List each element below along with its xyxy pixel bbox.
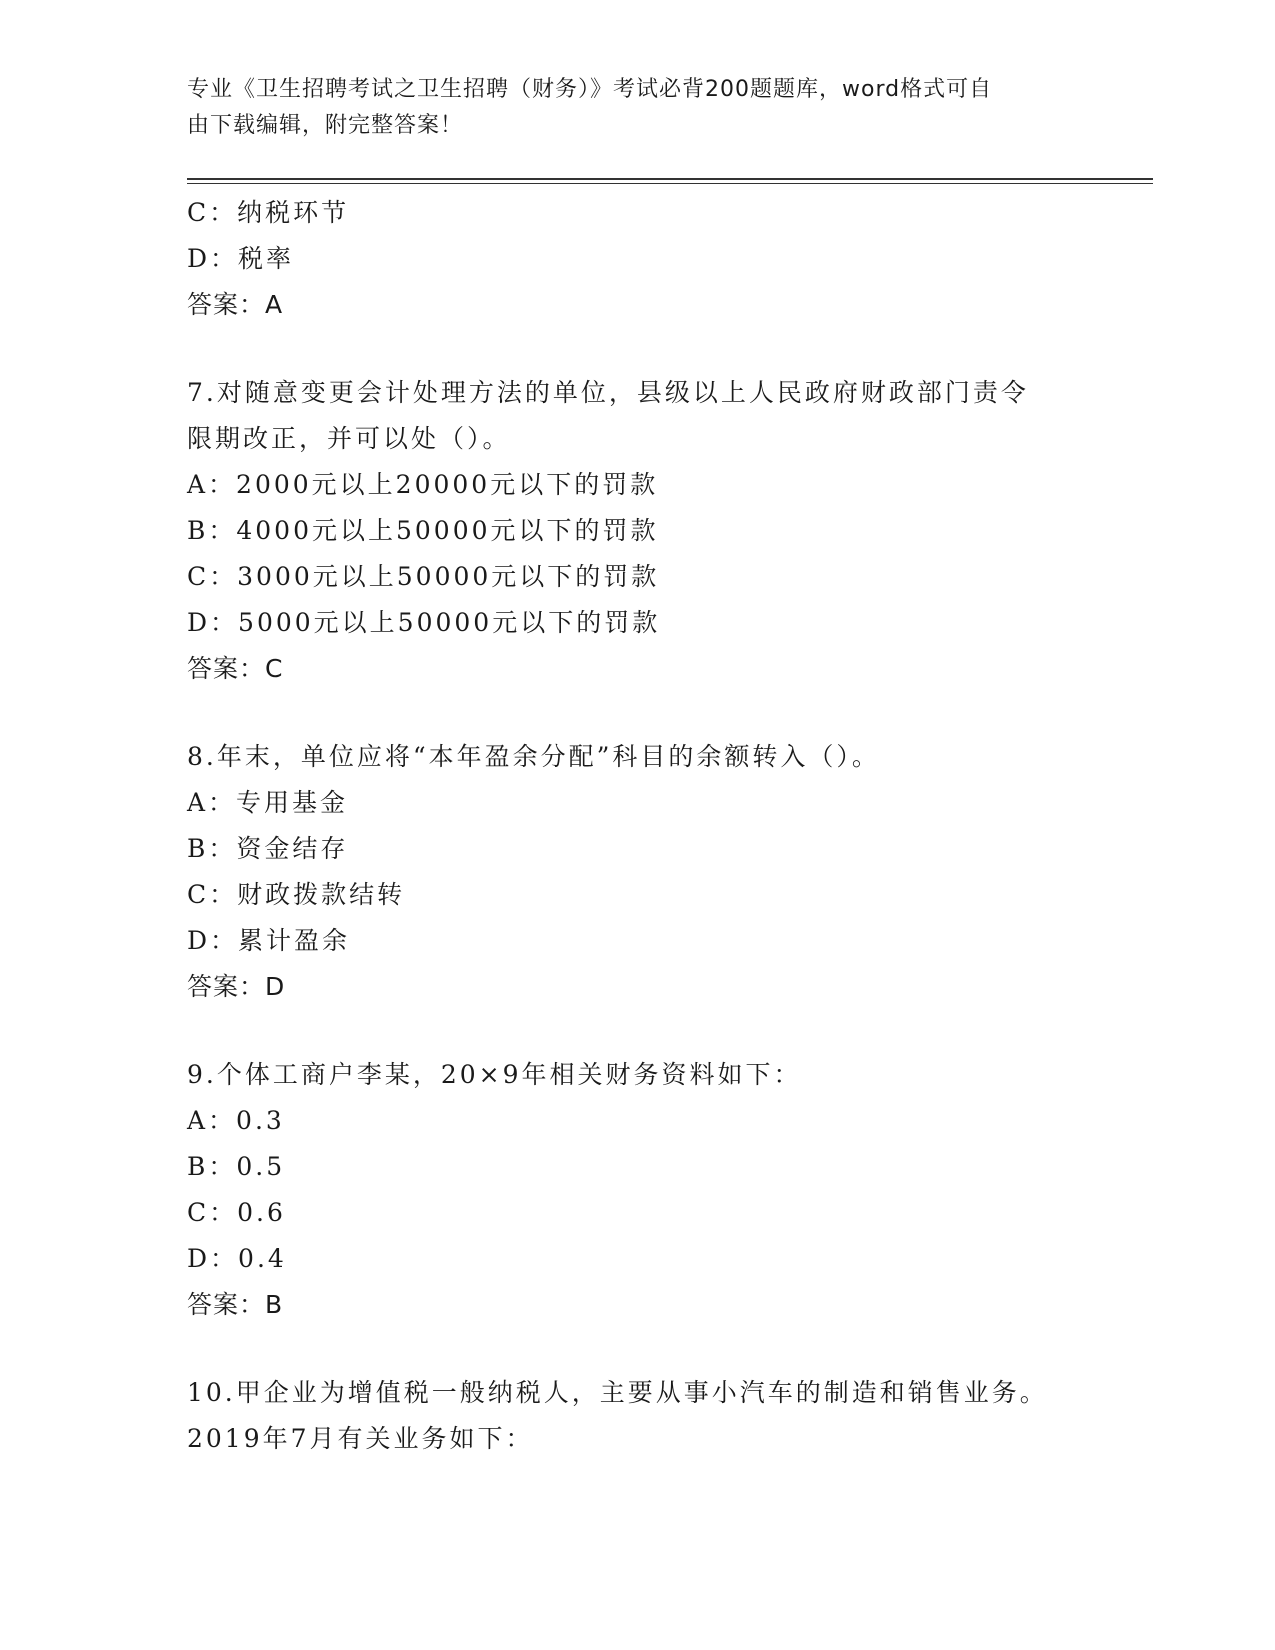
question-stem: 10.甲企业为增值税一般纳税人，主要从事小汽车的制造和销售业务。	[187, 1378, 1048, 1407]
option-a: A：2000元以上20000元以下的罚款	[187, 470, 659, 499]
header-title-line-1: 专业《卫生招聘考试之卫生招聘（财务）》考试必背200题题库，word格式可自	[187, 77, 993, 102]
header-title-line-2: 由下载编辑，附完整答案！	[187, 113, 464, 138]
spacer	[187, 692, 1087, 734]
option-b: B：资金结存	[187, 834, 349, 863]
option-d: D：累计盈余	[187, 926, 351, 955]
document-header	[187, 72, 1067, 144]
answer-line: 答案：C	[187, 654, 284, 683]
answer-line: 答案：B	[187, 1290, 284, 1319]
option-d: D：税率	[187, 244, 295, 273]
option-b: B：4000元以上50000元以下的罚款	[187, 516, 659, 545]
question-9	[187, 1052, 1087, 1328]
option-c: C：3000元以上50000元以下的罚款	[187, 562, 660, 591]
question-10	[187, 1370, 1087, 1462]
question-stem: 7.对随意变更会计处理方法的单位，县级以上人民政府财政部门责令	[187, 378, 1029, 407]
answer-line: 答案：A	[187, 290, 284, 319]
option-c: C：0.6	[187, 1198, 286, 1227]
question-stem-continued: 限期改正，并可以处（）。	[187, 424, 511, 453]
option-a: A：专用基金	[187, 788, 349, 817]
spacer	[187, 1010, 1087, 1052]
question-list	[187, 190, 1087, 1462]
option-d: D：5000元以上50000元以下的罚款	[187, 608, 661, 637]
option-d: D：0.4	[187, 1244, 287, 1273]
spacer	[187, 1328, 1087, 1370]
option-c: C：财政拨款结转	[187, 880, 406, 909]
question-stem: 8.年末，单位应将“本年盈余分配”科目的余额转入（）。	[187, 742, 880, 771]
option-b: B：0.5	[187, 1152, 286, 1181]
option-c: C：纳税环节	[187, 198, 350, 227]
question-8	[187, 734, 1087, 1010]
question-7	[187, 370, 1087, 692]
option-a: A：0.3	[187, 1106, 285, 1135]
header-divider-thin	[187, 183, 1153, 184]
question-6	[187, 190, 1087, 328]
question-stem-continued: 2019年7月有关业务如下：	[187, 1424, 534, 1453]
answer-line: 答案：D	[187, 972, 286, 1001]
spacer	[187, 328, 1087, 370]
header-divider-thick	[187, 178, 1153, 180]
question-stem: 9.个体工商户李某，20×9年相关财务资料如下：	[187, 1060, 802, 1089]
